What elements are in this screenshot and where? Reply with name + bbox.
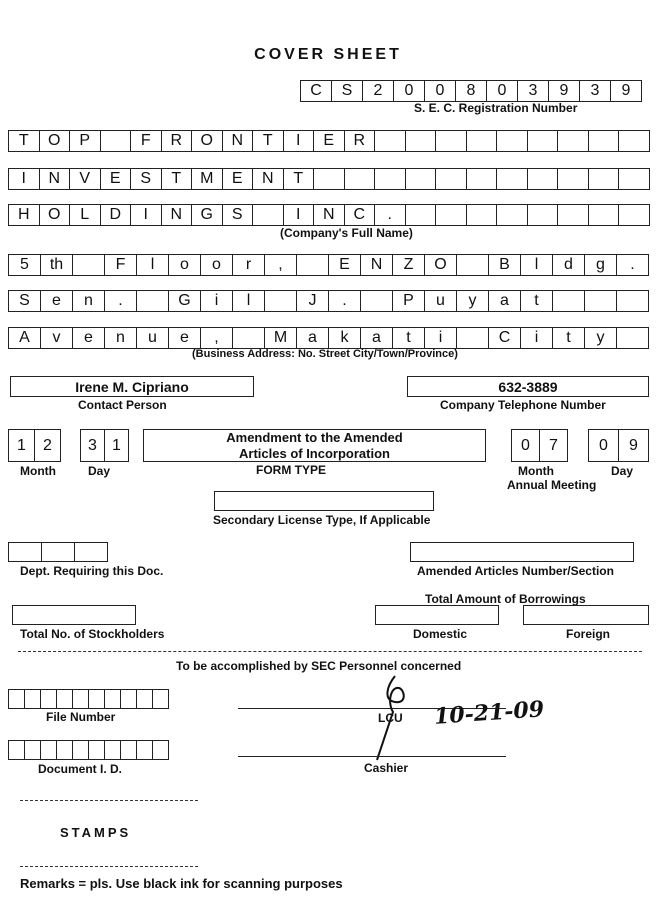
grid-cell: [121, 740, 137, 760]
handwritten-date: 10-21-09: [433, 696, 545, 730]
grid-cell: C: [301, 80, 332, 102]
page-title: COVER SHEET: [254, 46, 402, 63]
grid-cell: y: [457, 290, 489, 312]
grid-cell: [361, 290, 393, 312]
grid-cell: [528, 130, 559, 152]
grid-cell: [406, 130, 437, 152]
grid-cell: [375, 168, 406, 190]
grid-cell: [105, 740, 121, 760]
grid-cell: a: [489, 290, 521, 312]
grid-cell: I: [284, 204, 315, 226]
grid-cell: [585, 290, 617, 312]
grid-cell: e: [41, 290, 73, 312]
grid-cell: [73, 740, 89, 760]
grid-cell: a: [297, 327, 329, 349]
grid-cell: [558, 168, 589, 190]
address-row-1[interactable]: [8, 254, 649, 276]
grid-cell: G: [192, 204, 223, 226]
grid-cell: i: [521, 327, 553, 349]
grid-cell: [73, 689, 89, 709]
grid-cell: [265, 290, 297, 312]
grid-cell: [153, 689, 169, 709]
grid-cell: [497, 168, 528, 190]
grid-cell: [617, 327, 649, 349]
grid-cell: [457, 327, 489, 349]
grid-cell: r: [233, 254, 265, 276]
handwritten-signature: [365, 672, 425, 764]
grid-cell: [467, 168, 498, 190]
grid-cell: 2: [363, 80, 394, 102]
grid-cell: 2: [35, 429, 61, 462]
grid-cell: [41, 740, 57, 760]
grid-cell: J: [297, 290, 329, 312]
grid-cell: E: [314, 130, 345, 152]
grid-cell: l: [137, 254, 169, 276]
sec-registration-number-label: S. E. C. Registration Number: [414, 101, 578, 115]
annual-meeting-month-field[interactable]: [511, 429, 568, 462]
grid-cell: 0: [487, 80, 518, 102]
grid-cell: S: [131, 168, 162, 190]
grid-cell: [497, 130, 528, 152]
grid-cell: .: [375, 204, 406, 226]
stamps-top-divider: [20, 800, 198, 801]
grid-cell: e: [73, 327, 105, 349]
total-borrowings-label: Total Amount of Borrowings: [425, 592, 586, 606]
grid-cell: [619, 204, 650, 226]
grid-cell: N: [361, 254, 393, 276]
form-type-line-1: Amendment to the Amended: [226, 429, 403, 445]
stamps-bottom-divider: [20, 866, 198, 867]
secondary-license-label: Secondary License Type, If Applicable: [213, 513, 431, 527]
grid-cell: 7: [540, 429, 568, 462]
grid-cell: [9, 740, 25, 760]
dept-requiring-field[interactable]: [8, 542, 108, 562]
business-address-label: (Business Address: No. Street City/Town/Province): [192, 348, 458, 360]
sec-personnel-title: To be accomplished by SEC Personnel concerned: [176, 659, 462, 673]
grid-cell: D: [101, 204, 132, 226]
grid-cell: N: [253, 168, 284, 190]
grid-cell: I: [131, 204, 162, 226]
grid-cell: C: [345, 204, 376, 226]
cashier-label: Cashier: [364, 761, 409, 775]
grid-cell: [101, 130, 132, 152]
grid-cell: [617, 290, 649, 312]
grid-cell: R: [162, 130, 193, 152]
grid-cell: n: [73, 290, 105, 312]
grid-cell: A: [9, 327, 41, 349]
grid-cell: [75, 542, 108, 562]
address-row-2[interactable]: [8, 290, 649, 312]
grid-cell: [89, 740, 105, 760]
grid-cell: [42, 542, 75, 562]
grid-cell: .: [329, 290, 361, 312]
grid-cell: S: [332, 80, 363, 102]
grid-cell: O: [40, 204, 71, 226]
grid-cell: E: [101, 168, 132, 190]
grid-cell: [25, 689, 41, 709]
grid-cell: [406, 168, 437, 190]
grid-cell: 1: [105, 429, 129, 462]
file-number-label: File Number: [46, 710, 116, 724]
grid-cell: ,: [201, 327, 233, 349]
amended-articles-field[interactable]: [410, 542, 634, 562]
grid-cell: 9: [611, 80, 642, 102]
sec-registration-number-field[interactable]: [300, 80, 642, 102]
fiscal-month-field[interactable]: [8, 429, 61, 462]
grid-cell: N: [40, 168, 71, 190]
form-type-field[interactable]: [143, 429, 486, 462]
fiscal-day-label: Day: [88, 464, 111, 478]
grid-cell: 8: [456, 80, 487, 102]
grid-cell: v: [41, 327, 73, 349]
grid-cell: S: [9, 290, 41, 312]
fiscal-day-field[interactable]: [80, 429, 129, 462]
amended-articles-label: Amended Articles Number/Section: [417, 564, 614, 578]
form-type-line-2: Articles of Incorporation: [239, 445, 390, 461]
grid-cell: H: [9, 204, 40, 226]
grid-cell: [457, 254, 489, 276]
grid-cell: [9, 542, 42, 562]
grid-cell: [137, 689, 153, 709]
grid-cell: N: [223, 130, 254, 152]
grid-cell: 3: [81, 429, 105, 462]
grid-cell: [436, 204, 467, 226]
grid-cell: G: [169, 290, 201, 312]
annual-meeting-month-label: Month: [518, 464, 554, 478]
address-row-3[interactable]: [8, 327, 649, 349]
lcu-label: LCU: [378, 711, 403, 725]
grid-cell: T: [253, 130, 284, 152]
contact-person-label: Contact Person: [78, 398, 167, 412]
document-id-label: Document I. D.: [38, 762, 123, 776]
grid-cell: R: [345, 130, 376, 152]
grid-cell: k: [329, 327, 361, 349]
grid-cell: u: [425, 290, 457, 312]
stamps-label: STAMPS: [60, 825, 132, 840]
grid-cell: [406, 204, 437, 226]
secondary-license-field[interactable]: [214, 491, 434, 511]
grid-cell: [297, 254, 329, 276]
grid-cell: M: [265, 327, 297, 349]
grid-cell: M: [192, 168, 223, 190]
grid-cell: O: [40, 130, 71, 152]
grid-cell: [105, 689, 121, 709]
grid-cell: 9: [619, 429, 649, 462]
grid-cell: N: [314, 204, 345, 226]
grid-cell: O: [425, 254, 457, 276]
grid-cell: F: [105, 254, 137, 276]
grid-cell: [314, 168, 345, 190]
grid-cell: [89, 689, 105, 709]
grid-cell: 0: [512, 429, 540, 462]
grid-cell: t: [553, 327, 585, 349]
grid-cell: [558, 204, 589, 226]
grid-cell: O: [192, 130, 223, 152]
contact-person-field[interactable]: Irene M. Cipriano: [10, 376, 254, 397]
grid-cell: B: [489, 254, 521, 276]
grid-cell: [528, 204, 559, 226]
company-name-row-1[interactable]: [8, 130, 650, 152]
domestic-label: Domestic: [413, 627, 468, 641]
grid-cell: [467, 204, 498, 226]
grid-cell: [619, 130, 650, 152]
grid-cell: C: [489, 327, 521, 349]
grid-cell: P: [393, 290, 425, 312]
grid-cell: [467, 130, 498, 152]
dept-requiring-label: Dept. Requiring this Doc.: [20, 564, 164, 578]
annual-meeting-day-field[interactable]: [588, 429, 649, 462]
grid-cell: t: [521, 290, 553, 312]
grid-cell: E: [329, 254, 361, 276]
grid-cell: [57, 689, 73, 709]
signature-stroke: [377, 676, 404, 760]
grid-cell: [619, 168, 650, 190]
grid-cell: 3: [580, 80, 611, 102]
company-telephone-field[interactable]: 632-3889: [407, 376, 649, 397]
grid-cell: [528, 168, 559, 190]
grid-cell: E: [223, 168, 254, 190]
grid-cell: [589, 130, 620, 152]
grid-cell: [121, 689, 137, 709]
grid-cell: [553, 290, 585, 312]
grid-cell: F: [131, 130, 162, 152]
grid-cell: 5: [9, 254, 41, 276]
grid-cell: o: [201, 254, 233, 276]
grid-cell: I: [9, 168, 40, 190]
grid-cell: [73, 254, 105, 276]
grid-cell: g: [585, 254, 617, 276]
grid-cell: .: [617, 254, 649, 276]
document-id-field[interactable]: [8, 740, 169, 760]
grid-cell: Z: [393, 254, 425, 276]
grid-cell: [497, 204, 528, 226]
grid-cell: t: [393, 327, 425, 349]
grid-cell: 9: [549, 80, 580, 102]
grid-cell: i: [425, 327, 457, 349]
grid-cell: [558, 130, 589, 152]
grid-cell: T: [162, 168, 193, 190]
grid-cell: S: [223, 204, 254, 226]
annual-meeting-label: Annual Meeting: [507, 478, 597, 492]
grid-cell: [253, 204, 284, 226]
annual-meeting-day-label: Day: [611, 464, 634, 478]
grid-cell: [41, 689, 57, 709]
cashier-signature-line: [238, 756, 506, 757]
section-divider: [18, 651, 642, 652]
grid-cell: I: [284, 130, 315, 152]
foreign-label: Foreign: [566, 627, 610, 641]
company-telephone-label: Company Telephone Number: [440, 398, 606, 412]
grid-cell: l: [233, 290, 265, 312]
grid-cell: N: [162, 204, 193, 226]
stockholders-field[interactable]: [12, 605, 136, 625]
grid-cell: n: [105, 327, 137, 349]
grid-cell: o: [169, 254, 201, 276]
grid-cell: [436, 130, 467, 152]
grid-cell: [153, 740, 169, 760]
fiscal-month-label: Month: [20, 464, 56, 478]
grid-cell: T: [284, 168, 315, 190]
grid-cell: [589, 204, 620, 226]
grid-cell: T: [9, 130, 40, 152]
grid-cell: P: [70, 130, 101, 152]
domestic-borrowings-field[interactable]: [375, 605, 499, 625]
grid-cell: th: [41, 254, 73, 276]
grid-cell: 0: [394, 80, 425, 102]
file-number-field[interactable]: [8, 689, 169, 709]
grid-cell: i: [201, 290, 233, 312]
grid-cell: V: [70, 168, 101, 190]
foreign-borrowings-field[interactable]: [523, 605, 649, 625]
stockholders-label: Total No. of Stockholders: [20, 627, 165, 641]
grid-cell: 1: [9, 429, 35, 462]
grid-cell: y: [585, 327, 617, 349]
form-type-label: FORM TYPE: [256, 463, 327, 477]
grid-cell: [57, 740, 73, 760]
grid-cell: [9, 689, 25, 709]
grid-cell: u: [137, 327, 169, 349]
company-full-name-label: (Company's Full Name): [280, 226, 413, 240]
grid-cell: L: [70, 204, 101, 226]
grid-cell: [589, 168, 620, 190]
grid-cell: 3: [518, 80, 549, 102]
remarks-text: Remarks = pls. Use black ink for scanning purposes: [20, 876, 343, 891]
company-name-row-3[interactable]: [8, 204, 650, 226]
grid-cell: d: [553, 254, 585, 276]
grid-cell: [25, 740, 41, 760]
grid-cell: a: [361, 327, 393, 349]
grid-cell: ,: [265, 254, 297, 276]
grid-cell: 0: [589, 429, 619, 462]
grid-cell: e: [169, 327, 201, 349]
grid-cell: 0: [425, 80, 456, 102]
grid-cell: l: [521, 254, 553, 276]
grid-cell: [345, 168, 376, 190]
grid-cell: [436, 168, 467, 190]
grid-cell: [233, 327, 265, 349]
grid-cell: [137, 740, 153, 760]
grid-cell: .: [105, 290, 137, 312]
company-name-row-2[interactable]: [8, 168, 650, 190]
grid-cell: [137, 290, 169, 312]
grid-cell: [375, 130, 406, 152]
